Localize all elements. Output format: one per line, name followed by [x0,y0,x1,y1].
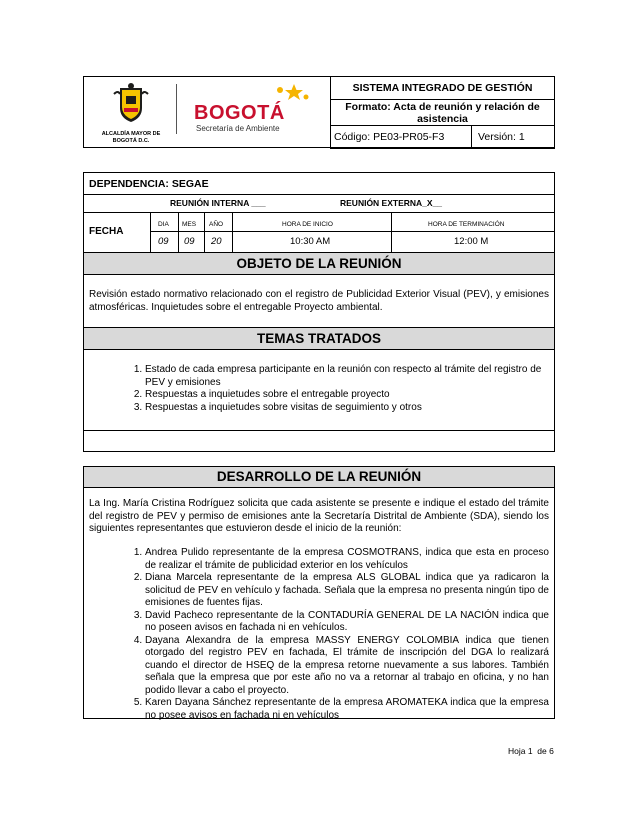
alcaldia-text: ALCALDÍA MAYOR DE BOGOTÁ D.C. [101,131,161,144]
temas-item: 2. Respuestas a inquietudes sobre el entregable proyecto [145,389,549,402]
objeto-text: Revisión estado normativo relacionado con el registro de Publicidad Exterior Visual (PEV), y emisiones atmosféricas. Inquietudes sobre el entregable Proyecto ambiental. [89,289,549,313]
logo-wordmark: BOGOTÁ [194,102,285,124]
ano-label: AÑO [209,221,224,228]
system-title: SISTEMA INTEGRADO DE GESTIÓN [331,77,555,100]
desarrollo-item: 3. David Pacheco representante de la CONTADURÍA GENERAL DE LA NACIÓN indica que no poseen avisos en fachada ni en vehículos. [145,610,549,635]
format-line-1: Formato: Acta de reunión y relación de [345,100,540,113]
format-line-2: asistencia [417,112,468,125]
hora-fin-label: HORA DE TERMINACIÓN [428,221,505,228]
divider [391,212,392,252]
divider [232,212,233,252]
hora-inicio-value: 10:30 AM [290,236,331,247]
document-version: Versión: 1 [472,126,555,149]
divider [83,194,555,195]
desarrollo-item: 4. Dayana Alexandra de la empresa MASSY ENERGY COLOMBIA indica que tienen otorgado del registro PEV en fachada, El trámite de inscripción del DGA lo realizará cuando el director de HSEQ de la empresa retorne nuevamente a sus labores. También señala que la empresa que por este año no va a retornar al trabajo en oficina, y no han podido llevar a cabo el proyecto. [145,635,549,698]
divider [150,212,151,252]
mes-value: 09 [184,236,195,247]
objeto-title: OBJETO DE LA REUNIÓN [236,256,402,271]
divider [83,430,555,431]
format-title [331,100,555,126]
desarrollo-header [84,467,554,488]
desarrollo-list [145,547,549,722]
desarrollo-item: 2. Diana Marcela representante de la empresa ALS GLOBAL indica que ya radicaron la solicitud de PEV en vehículo y fachada. Señala que la empresa no presenta ningún tipo de emisiones de fuentes fijas. [145,572,549,610]
header-info-table [330,76,555,149]
temas-title: TEMAS TRATADOS [257,331,381,346]
divider [178,212,179,252]
temas-list [145,364,549,414]
hora-fin-value: 12:00 M [454,236,489,247]
page-number: Hoja 1 de 6 [508,746,554,756]
bogota-logo [194,82,314,138]
mes-label: MES [182,221,197,228]
dependencia: DEPENDENCIA: SEGAE [89,178,209,190]
ano-value: 20 [211,236,222,247]
coat-of-arms-icon [100,82,162,126]
fecha-label: FECHA [89,226,124,237]
alcaldia-logo [100,82,162,142]
divider [204,212,205,252]
divider [83,212,555,213]
temas-item: 1. Estado de cada empresa participante en la reunión con respecto al trámite del registro de PEV y emisiones [145,364,549,389]
dia-value: 09 [158,236,169,247]
document-code: Código: PE03-PR05-F3 [331,126,472,149]
reunion-externa: REUNIÓN EXTERNA_X__ [340,198,443,208]
desarrollo-title: DESARROLLO DE LA REUNIÓN [216,469,422,484]
hora-inicio-label: HORA DE INICIO [282,221,333,228]
desarrollo-item: 5. Karen Dayana Sánchez representante de la empresa AROMATEKA indica que la empresa no posee avisos en fachada ni en vehículos [145,697,549,722]
objeto-header [84,253,554,275]
temas-header [84,328,554,350]
reunion-interna: REUNIÓN INTERNA ___ [170,198,266,208]
temas-item: 3. Respuestas a inquietudes sobre visitas de seguimiento y otros [145,402,549,415]
logo-subtext: Secretaría de Ambiente [196,124,280,133]
desarrollo-item: 1. Andrea Pulido representante de la empresa COSMOTRANS, indica que esta en proceso de realizar el trámite de publicidad exterior en los vehículos [145,547,549,572]
dia-label: DIA [158,221,169,228]
desarrollo-intro: La Ing. María Cristina Rodríguez solicita que cada asistente se presente e indique el estado del trámite del registro de PEV y permiso de emisiones ante la Secretaría Distrital de Ambiente (SDA), siendo los siguientes representantes que estuvieron desde el inicio de la reunión: [89,498,549,534]
logo-divider [176,84,177,134]
divider [150,231,555,232]
